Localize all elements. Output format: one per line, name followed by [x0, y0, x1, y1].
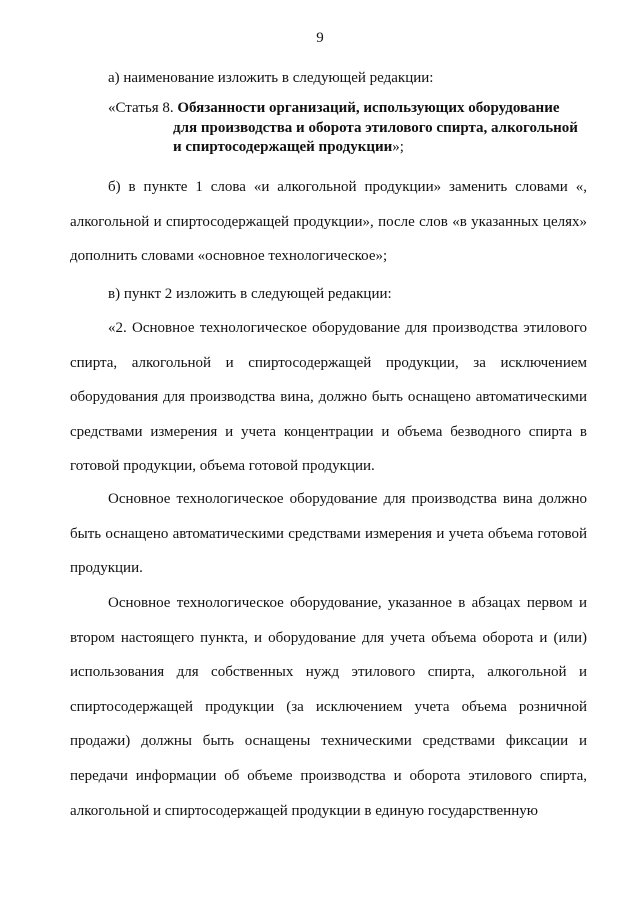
paragraph-point-2-second: Основное технологическое оборудование для производства вина должно быть оснащено автоматическими средствами измерения и учета объема готовой продукции.	[70, 491, 587, 577]
article-heading-line-3	[108, 138, 593, 158]
article-heading	[108, 99, 593, 158]
article-title-line-3: и спиртосодержащей продукции	[173, 139, 393, 155]
paragraph-c: в) пункт 2 изложить в следующей редакции:	[108, 286, 392, 302]
article-prefix: «Статья 8.	[108, 100, 178, 116]
article-suffix: »;	[392, 139, 404, 155]
paragraph-point-2-first: «2. Основное технологическое оборудование для производства этилового спирта, алкогольной и спиртосодержащей продукции, за исключением оборудования для производства вина, должно быть оснащено автоматическими средствами измерения и учета концентрации и объема безводного спирта в готовой продукции, объема готовой продукции.	[70, 320, 587, 475]
article-heading-line-1	[108, 99, 593, 119]
article-title-line-1: Обязанности организаций, использующих оборудование	[177, 100, 560, 116]
page-number: 9	[316, 30, 324, 46]
paragraph-b: б) в пункте 1 слова «и алкогольной продукции» заменить словами «, алкогольной и спиртосодержащей продукции», после слов «в указанных целях» дополнить словами «основное технологическое»;	[70, 179, 587, 265]
article-title-line-2: для производства и оборота этилового спирта, алкогольной	[173, 119, 578, 136]
paragraph-a: а) наименование изложить в следующей редакции:	[108, 70, 434, 86]
paragraph-point-2-third: Основное технологическое оборудование, указанное в абзацах первом и втором настоящего пункта, и оборудование для учета объема оборота и (или) использования для собственных нужд этилового спирта, алкогольной и спиртосодержащей продукции (за исключением учета объема розничной продажи) должны быть оснащены техническими средствами фиксации и передачи информации об объеме производства и оборота этилового спирта, алкогольной и спиртосодержащей продукции в единую государственную	[70, 595, 587, 819]
